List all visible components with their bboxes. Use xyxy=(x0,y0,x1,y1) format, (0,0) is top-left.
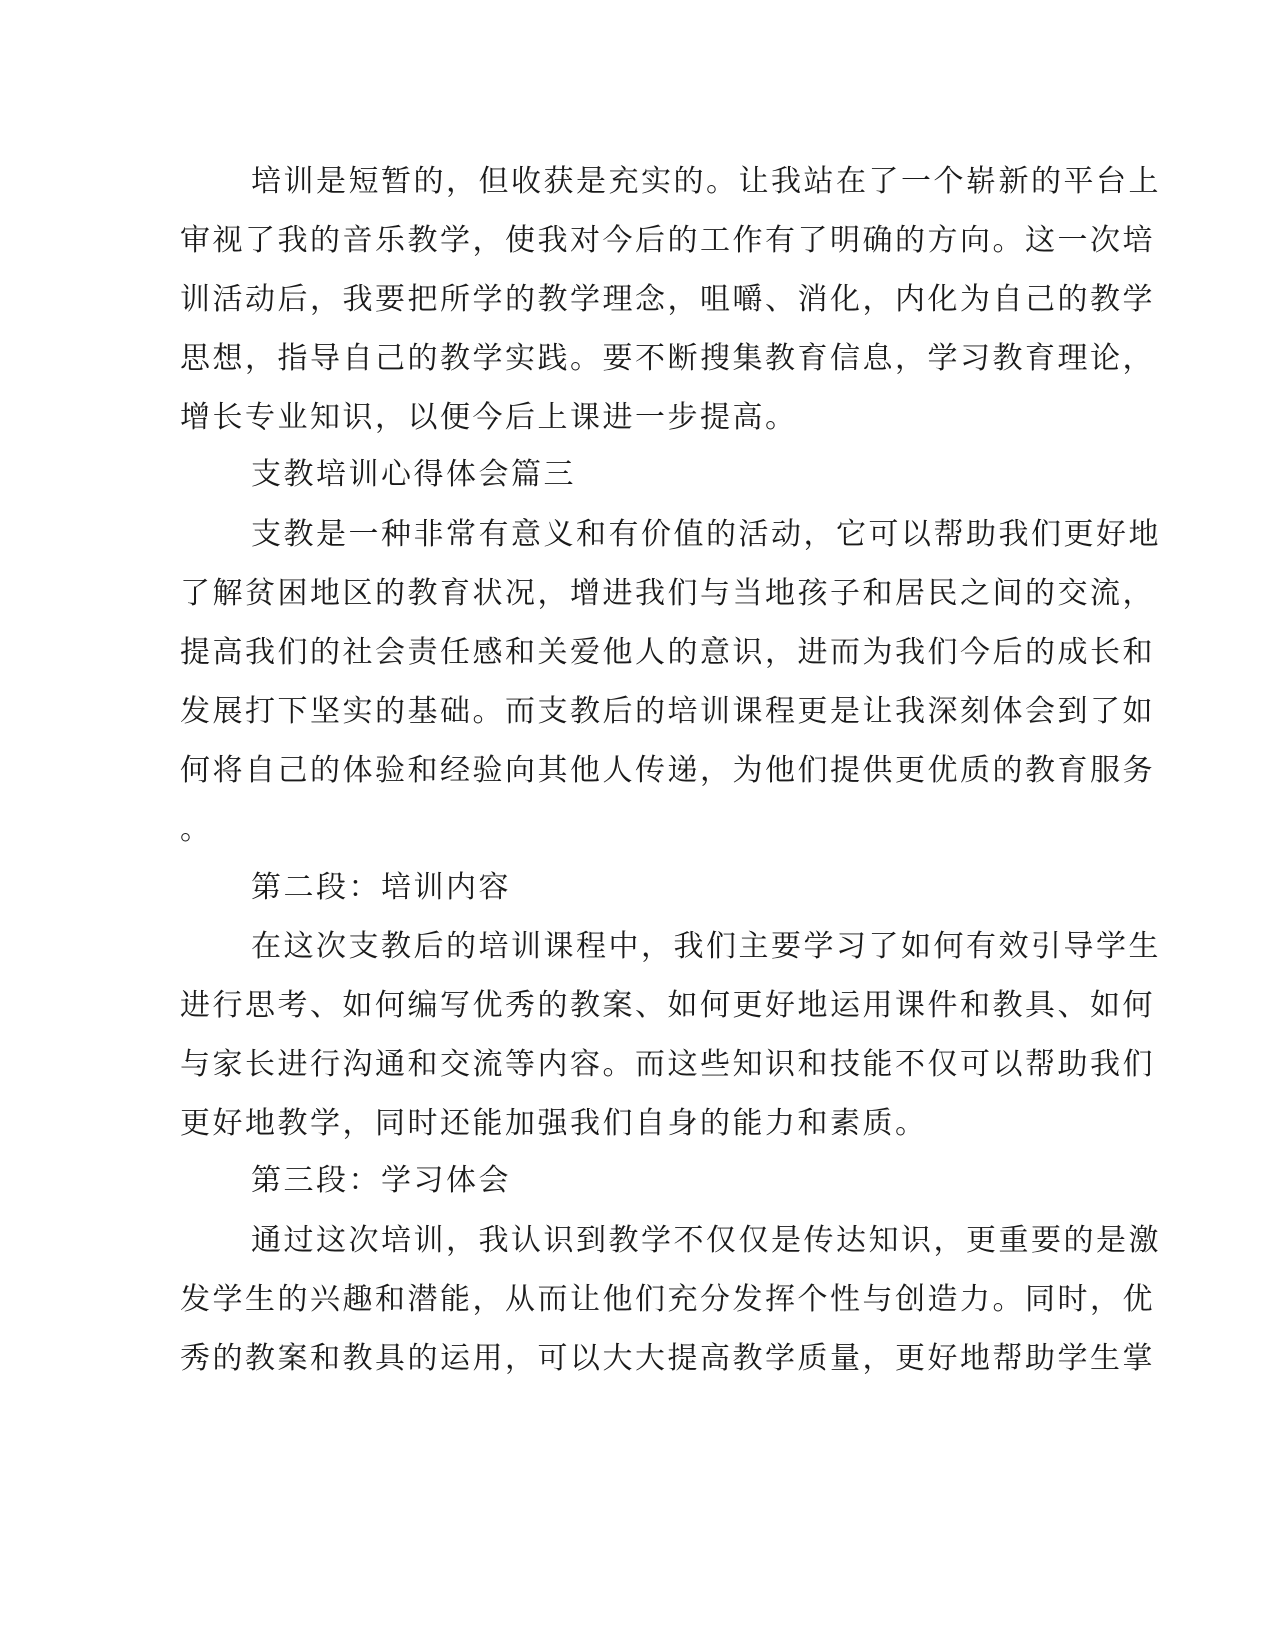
text-line: 支教是一种非常有意义和有价值的活动，它可以帮助我们更好地 xyxy=(251,517,1161,552)
text-line: 审视了我的音乐教学，使我对今后的工作有了明确的方向。这一次培 xyxy=(180,223,1155,258)
text-line: 与家长进行沟通和交流等内容。而这些知识和技能不仅可以帮助我们 xyxy=(180,1047,1155,1082)
text-line: 通过这次培训，我认识到教学不仅仅是传达知识，更重要的是激 xyxy=(251,1223,1161,1258)
text-line: 了解贫困地区的教育状况，增进我们与当地孩子和居民之间的交流， xyxy=(180,576,1155,611)
text-line: 进行思考、如何编写优秀的教案、如何更好地运用课件和教具、如何 xyxy=(180,988,1155,1023)
text-line: 。 xyxy=(180,812,213,847)
text-line: 发展打下坚实的基础。而支教后的培训课程更是让我深刻体会到了如 xyxy=(180,694,1155,729)
text-line: 提高我们的社会责任感和关爱他人的意识，进而为我们今后的成长和 xyxy=(180,635,1155,670)
text-line: 训活动后，我要把所学的教学理念，咀嚼、消化，内化为自己的教学 xyxy=(180,282,1155,317)
text-line: 培训是短暂的，但收获是充实的。让我站在了一个崭新的平台上 xyxy=(251,164,1161,199)
text-line: 何将自己的体验和经验向其他人传递，为他们提供更优质的教育服务 xyxy=(180,753,1155,788)
section-heading: 支教培训心得体会篇三 xyxy=(251,457,576,492)
text-line: 秀的教案和教具的运用，可以大大提高教学质量，更好地帮助学生掌 xyxy=(180,1341,1155,1376)
section-heading: 第二段：培训内容 xyxy=(251,870,511,905)
text-line: 思想，指导自己的教学实践。要不断搜集教育信息，学习教育理论， xyxy=(180,341,1155,376)
text-line: 在这次支教后的培训课程中，我们主要学习了如何有效引导学生 xyxy=(251,929,1161,964)
text-line: 更好地教学，同时还能加强我们自身的能力和素质。 xyxy=(180,1106,928,1141)
text-line: 增长专业知识，以便今后上课进一步提高。 xyxy=(180,400,798,435)
section-heading: 第三段：学习体会 xyxy=(251,1163,511,1198)
text-line: 发学生的兴趣和潜能，从而让他们充分发挥个性与创造力。同时，优 xyxy=(180,1282,1155,1317)
